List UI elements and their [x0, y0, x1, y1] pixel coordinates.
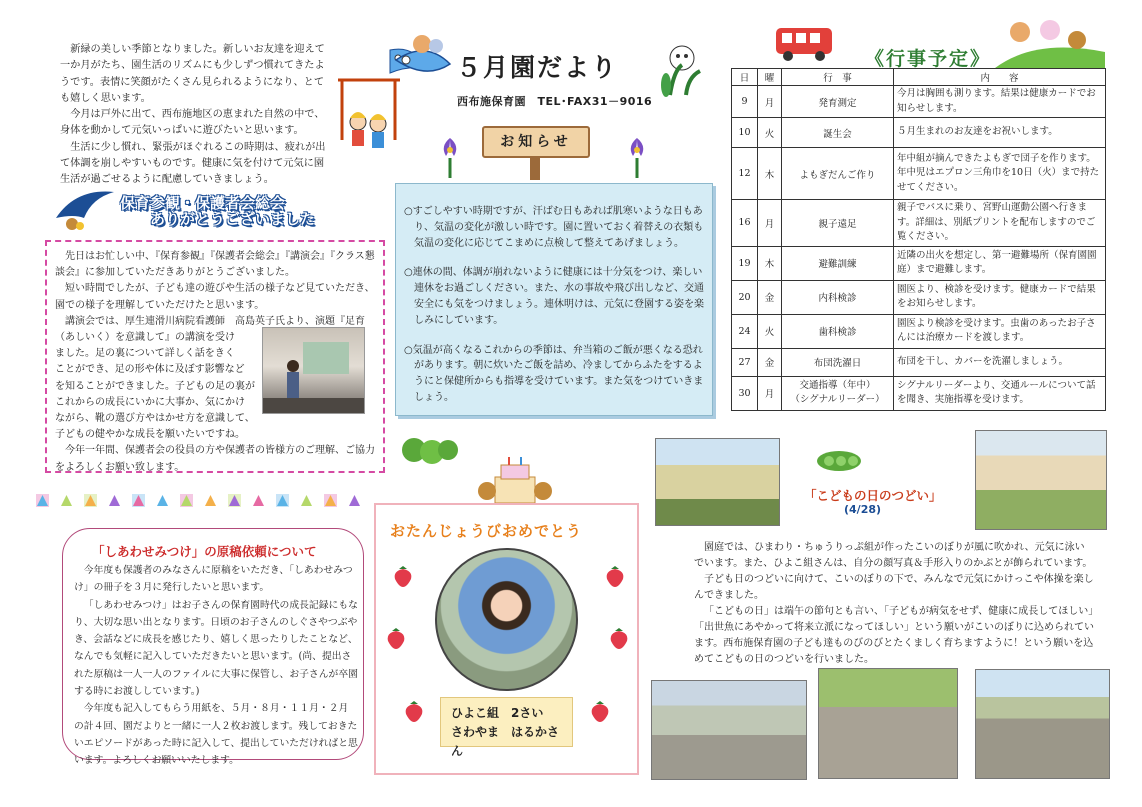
- triangle-flag-icon: [324, 494, 337, 507]
- schedule-weekday: 月: [758, 376, 782, 410]
- birthday-child-photo: [435, 548, 578, 691]
- animals-picnic-illustration: [995, 12, 1105, 68]
- childrens-day-text: [694, 540, 1094, 668]
- strawberry-icon: [609, 627, 629, 649]
- schedule-weekday: 月: [758, 86, 782, 118]
- iris-flower-icon: [204, 494, 217, 507]
- childrens-day-date: (4/28): [844, 503, 882, 516]
- schedule-row: [732, 200, 1106, 247]
- notice-sign: お知らせ: [482, 126, 590, 158]
- schedule-detail: 親子でバスに乗り、宮野山運動公園へ行きます。詳細は、別紙プリントを配布しますのでご覧ください。: [894, 200, 1106, 247]
- parent-event-paragraph: 今年一年間、保護者会の役員の方や保護者の皆様方のご理解、ご協力をよろしくお願い致します。: [55, 445, 375, 473]
- childrens-day-title: 「こどもの日のつどい」: [804, 488, 942, 503]
- schedule-header-weekday: 曜: [758, 69, 782, 86]
- beans-icon: [400, 430, 460, 472]
- schedule-row: [732, 118, 1106, 148]
- schedule-title: 《行事予定》: [865, 48, 992, 70]
- schedule-header-detail: 内 容: [894, 69, 1106, 86]
- schedule-row: [732, 376, 1106, 410]
- manuscript-paragraph: 「しあわせみつけ」はお子さんの保育園時代の成長記録にもなり、大切な思い出となります。日頃のお子さんのしぐさやつぶやき、会話などに成長を感じたり、嬉しく思ったりしたことなど、なんでも気軽に記入していただきたいと思います。(尚、提出された原稿は一人一人のファイルに大事に保管し、お子さんが卒園する時にお渡ししています。): [74, 599, 358, 698]
- schedule-detail: シグナルリーダーより、交通ルールについて話を聞き、実施指導を受けます。: [894, 376, 1106, 410]
- decorative-strip: [36, 490, 371, 512]
- triangle-flag-icon: [180, 494, 193, 507]
- iris-flower-icon: [348, 494, 361, 507]
- running-children-photo: [651, 680, 807, 780]
- manuscript-paragraph: 今年度も記入してもらう用紙を、５月・８月・１１月・２月の計４回、園だよりと一緒に一人２枚お渡します。残しておきたいエピソードがあった時に記入して、提出していただければと思います。よろしくお願いいたします。: [74, 703, 358, 767]
- intro-paragraph: 今月は戸外に出て、西布施地区の恵まれた自然の中で、身体を動かして元気いっぱいに遊びたいと思います。: [60, 109, 325, 137]
- triangle-flag-icon: [84, 494, 97, 507]
- intro-paragraph: 生活に少し慣れ、緊張がほぐれるこの時期は、疲れが出て体調を崩しやすいものです。健康に気を付けて元気に園生活が過ごせるように配慮していきましょう。: [60, 141, 326, 186]
- triangle-flag-icon: [228, 494, 241, 507]
- iris-flower-icon: [300, 494, 313, 507]
- lecture-photo: [262, 327, 365, 414]
- schedule-day: 20: [732, 280, 758, 314]
- parent-event-paragraph: 講演会では、厚生連滑川病院看護師 高島英子氏より、演題『足育（あしいく）を意識して』の講演を受け ました。足の裏について詳しく話をきく ことができ、足の形や体に及ぼす影響など を知ることができました。子どもの足の裏が これからの成長にいかに大事か、気にかけ ながら、靴の選び方やはかせ方を意識して、 子どもの健やかな成長を願いたいですね。: [55, 315, 365, 441]
- beans-icon: [815, 448, 863, 474]
- parent-event-title: ありがとうございました: [150, 210, 316, 228]
- birthday-cake-icon: [475, 455, 555, 507]
- schedule-detail: 年中組が摘んできたよもぎで団子を作ります。年中児はエプロン三角巾を10日（火）まで持たせてください。: [894, 148, 1106, 200]
- parent-event-paragraph: 先日はお忙しい中、『保育参観』『保護者会総会』『講演会』『クラス懇談会』に参加していただきありがとうございました。: [55, 251, 375, 279]
- notice-item: ○連休の間、体調が崩れないように健康には十分気をつけ、楽しい連休をお過ごしください。また、水の事故や飛び出しなど、交通安全にも気をつけましょう。連休明けは、元気に登園する姿を楽しみにしています。: [404, 267, 704, 326]
- schedule-day: 12: [732, 148, 758, 200]
- triangle-flag-icon: [132, 494, 145, 507]
- iris-flower-icon: [617, 130, 657, 180]
- iris-flower-icon: [60, 494, 73, 507]
- manuscript-paragraph: 今年度も保護者のみなさんに原稿をいただき、「しあわせみつけ」の冊子を３月に発行したいと思います。: [74, 565, 353, 594]
- triangle-flag-icon: [276, 494, 289, 507]
- field-children-photo: [975, 430, 1107, 530]
- notice-item: ○すごしやすい時期ですが、汗ばむ日もあれば肌寒いような日もあり、気温の変化が激しい時です。園に置いておく着替えの衣類も気温の変化に応じてこまめに点検して整えてあげましょう。: [404, 206, 704, 249]
- schedule-day: 19: [732, 246, 758, 280]
- schedule-day: 9: [732, 86, 758, 118]
- schedule-weekday: 木: [758, 246, 782, 280]
- schedule-event: 内科検診: [782, 280, 894, 314]
- exercise-children-photo: [818, 668, 958, 779]
- sign-post: [530, 158, 540, 180]
- triangle-flag-icon: [36, 494, 49, 507]
- schedule-row: [732, 246, 1106, 280]
- schedule-event: 親子遠足: [782, 200, 894, 247]
- schedule-event: 誕生会: [782, 118, 894, 148]
- koinobori-group-photo: [655, 438, 780, 526]
- schedule-detail: 園医より、検診を受けます。健康カードで結果をお知らせします。: [894, 280, 1106, 314]
- childrens-day-paragraph: 園庭では、ひまわり・ちゅうりっぷ組が作ったこいのぼりが風に吹かれ、元気に泳いでいます。また、ひよこ組さんは、自分の顔写真＆手形入りのかぶとが飾られています。: [694, 542, 1093, 569]
- schedule-weekday: 木: [758, 148, 782, 200]
- schedule-row: [732, 348, 1106, 376]
- birthday-child-name: さわやま はるかさん: [451, 725, 560, 758]
- manuscript-request-title: 「しあわせみつけ」の原稿依頼について: [92, 544, 317, 559]
- race-children-photo: [975, 669, 1110, 779]
- strawberry-icon: [590, 700, 610, 722]
- strawberry-icon: [404, 700, 424, 722]
- schedule-event: 交通指導（年中） （シグナルリーダー）: [782, 376, 894, 410]
- parent-event-title: 保育参観・保護者会総会: [120, 194, 286, 212]
- schedule-header-event: 行 事: [782, 69, 894, 86]
- schedule-day: 30: [732, 376, 758, 410]
- parent-event-paragraph: 短い時間でしたが、子ども達の遊びや生活の様子など見ていただき、園での様子を理解していただけたと思います。: [55, 283, 375, 311]
- childrens-day-paragraph: 子ども日のつどいに向けて、こいのぼりの下で、みんなで元気にかけっこや体操を楽しんできました。: [694, 574, 1094, 601]
- swing-icon: [338, 80, 400, 140]
- manuscript-request-text: [74, 562, 358, 770]
- iris-flower-icon: [650, 40, 708, 98]
- schedule-table: [731, 68, 1106, 411]
- swallow-icon: [52, 188, 118, 232]
- schedule-header-row: [732, 69, 1106, 86]
- schedule-detail: 今月は胸囲も測ります。結果は健康カードでお知らせします。: [894, 86, 1106, 118]
- schedule-weekday: 火: [758, 314, 782, 348]
- nursery-contact: 西布施保育園 TEL･FAX31－9016: [457, 95, 653, 108]
- lecture-photo-image: [263, 328, 364, 413]
- birthday-title: おたんじょうびおめでとう: [390, 522, 583, 540]
- schedule-weekday: 月: [758, 200, 782, 247]
- childrens-day-paragraph: 「こどもの日」は端午の節句とも言い、「子どもが病気をせず、健康に成長してほしい」「出世魚にあやかって将来立派になってほしい」という願いがこいのぼりに込められています。西布施保育園の子ども達ものびのびとたくましく育ちますように！という願いを込めてこどもの日のつどいを行いました。: [694, 606, 1094, 665]
- birthday-class-age: ひよこ組 2さい: [451, 706, 544, 720]
- schedule-event: 避難訓練: [782, 246, 894, 280]
- schedule-day: 10: [732, 118, 758, 148]
- strawberry-icon: [386, 627, 406, 649]
- schedule-day: 27: [732, 348, 758, 376]
- bus-icon: [774, 24, 836, 64]
- iris-flower-icon: [430, 130, 470, 180]
- schedule-event: 発育測定: [782, 86, 894, 118]
- intro-paragraph: 新緑の美しい季節となりました。新しいお友達を迎えて一か月がたち、園生活のリズムにも少しずつ慣れてきたようです。表情に笑顔がたくさん見られるようになり、とても嬉しく思います。: [60, 44, 325, 104]
- iris-flower-icon: [252, 494, 265, 507]
- schedule-row: [732, 86, 1106, 118]
- birthday-name-card: [440, 697, 573, 758]
- schedule-event: 歯科検診: [782, 314, 894, 348]
- schedule-detail: 園医より検診を受けます。虫歯のあったお子さんには治療カードを渡します。: [894, 314, 1106, 348]
- schedule-day: 16: [732, 200, 758, 247]
- schedule-detail: 布団を干し、カバーを洗濯しましょう。: [894, 348, 1106, 376]
- schedule-detail: ５月生まれのお友達をお祝いします。: [894, 118, 1106, 148]
- strawberry-icon: [393, 565, 413, 587]
- strawberry-icon: [605, 565, 625, 587]
- notice-box: [395, 183, 713, 416]
- schedule-weekday: 金: [758, 280, 782, 314]
- schedule-event: よもぎだんご作り: [782, 148, 894, 200]
- schedule-weekday: 火: [758, 118, 782, 148]
- schedule-day: 24: [732, 314, 758, 348]
- child-icon: [350, 112, 386, 148]
- schedule-weekday: 金: [758, 348, 782, 376]
- iris-flower-icon: [108, 494, 121, 507]
- schedule-row: [732, 148, 1106, 200]
- schedule-row: [732, 280, 1106, 314]
- iris-flower-icon: [156, 494, 169, 507]
- schedule-event: 布団洗濯日: [782, 348, 894, 376]
- carp-streamer-icon: [392, 30, 454, 100]
- intro-section: [60, 42, 328, 189]
- notice-item: ○気温が高くなるこれからの季節は、弁当箱のご飯が悪くなる恐れがあります。朝に炊いたご飯を詰め、冷ましてからふたをするようにと保健所からも指導を受けています。また気をつけていきましょう。: [404, 344, 704, 403]
- schedule-row: [732, 314, 1106, 348]
- schedule-header-day: 日: [732, 69, 758, 86]
- schedule-detail: 近隣の出火を想定し、第一避難場所（保育園園庭）まで避難します。: [894, 246, 1106, 280]
- page-title: ５月園だより: [456, 53, 619, 82]
